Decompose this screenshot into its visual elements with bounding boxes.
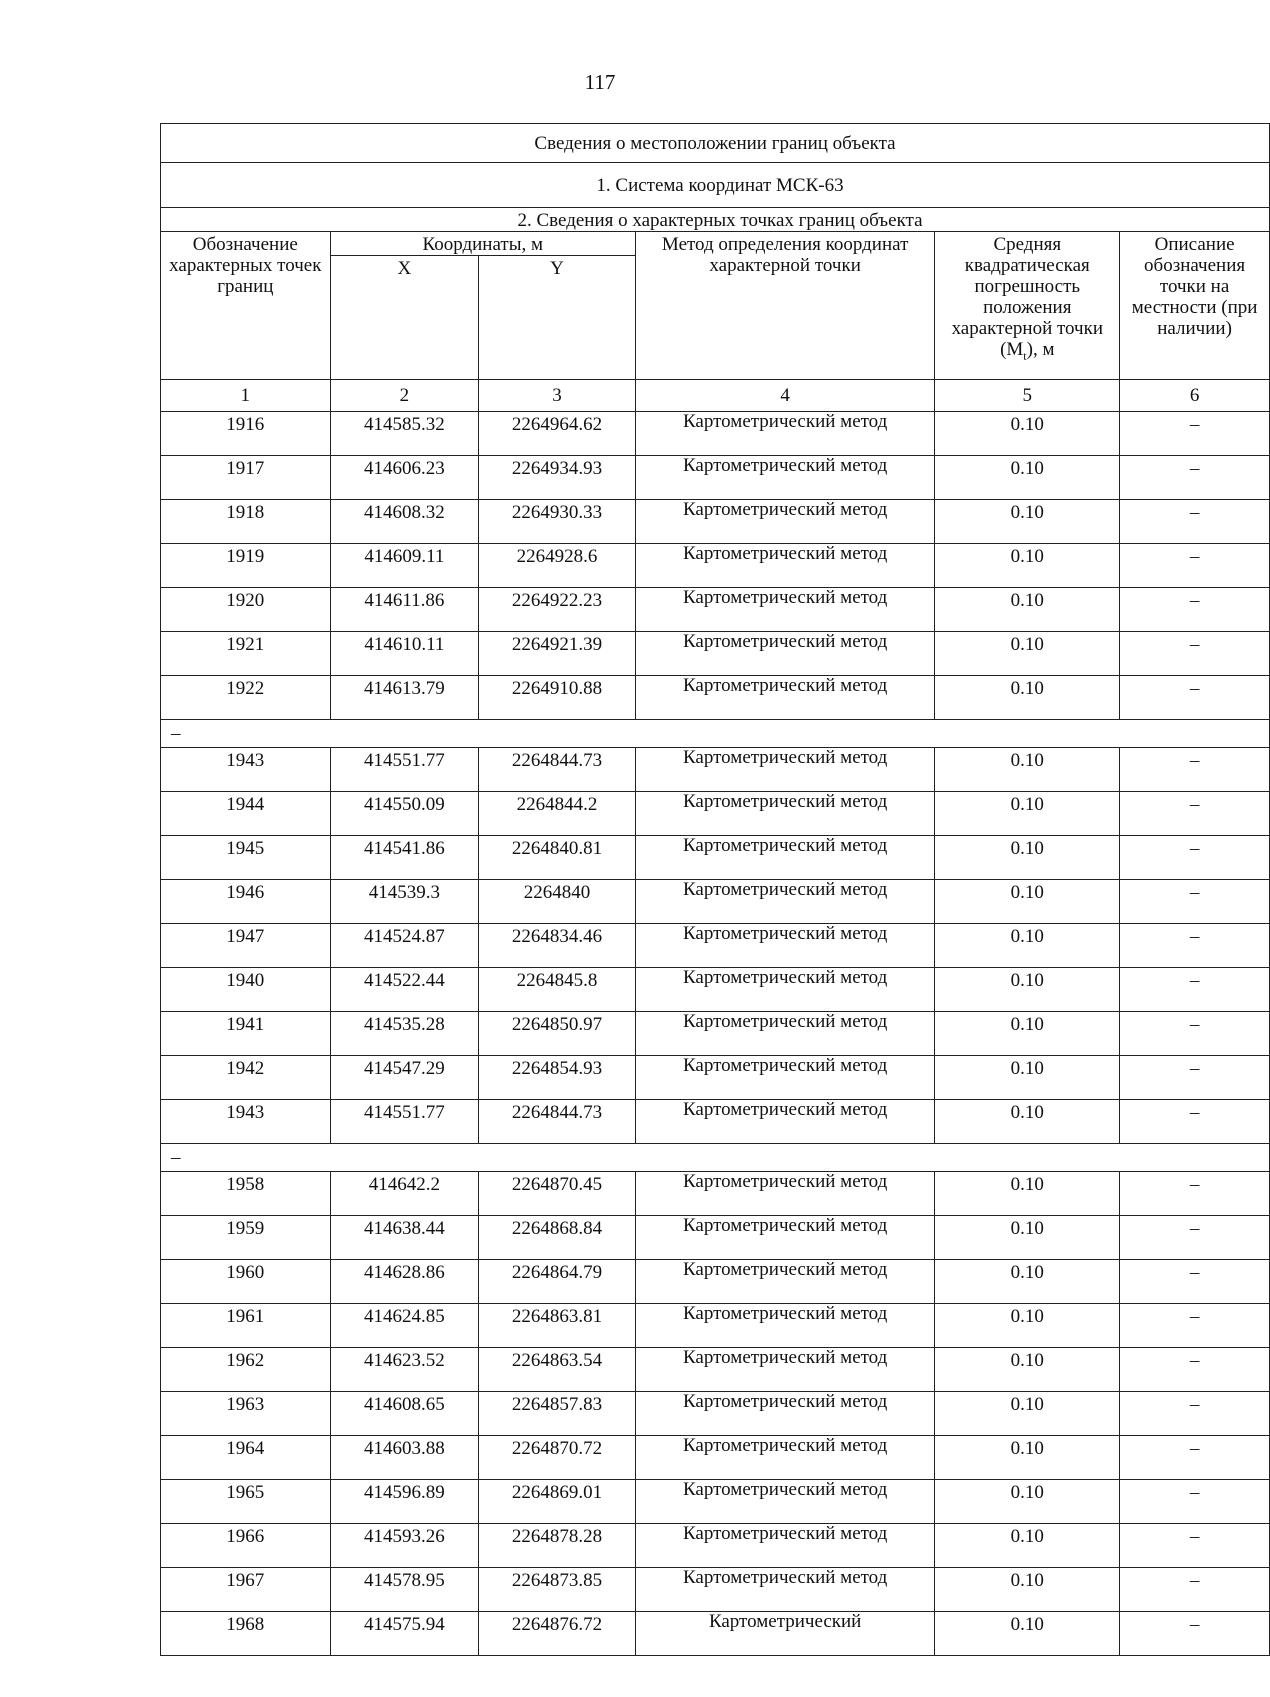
- y-coordinate-cell: 2264964.62: [479, 412, 636, 456]
- error-cell: 0.10: [935, 1216, 1120, 1260]
- method-cell: Картометрический метод: [635, 456, 934, 500]
- table-title: Сведения о местоположении границ объекта: [161, 124, 1270, 163]
- x-coordinate-cell: 414603.88: [330, 1436, 479, 1480]
- point-id-cell: 1917: [161, 456, 331, 500]
- x-coordinate-cell: 414551.77: [330, 748, 479, 792]
- header-error: Средняя квадратическая погрешность положения характерной точки $(M_t)$, м: [935, 232, 1120, 380]
- method-cell: Картометрический метод: [635, 632, 934, 676]
- y-coordinate-cell: 2264864.79: [479, 1260, 636, 1304]
- x-coordinate-cell: 414547.29: [330, 1056, 479, 1100]
- point-id-cell: 1959: [161, 1216, 331, 1260]
- table-row: [161, 748, 1270, 792]
- group-separator: –: [161, 720, 1270, 748]
- y-coordinate-cell: 2264869.01: [479, 1480, 636, 1524]
- table-row: [161, 676, 1270, 720]
- description-cell: –: [1120, 500, 1270, 544]
- y-coordinate-cell: 2264922.23: [479, 588, 636, 632]
- point-id-cell: 1965: [161, 1480, 331, 1524]
- x-coordinate-cell: 414613.79: [330, 676, 479, 720]
- x-coordinate-cell: 414608.32: [330, 500, 479, 544]
- table-row: [161, 836, 1270, 880]
- x-coordinate-cell: 414535.28: [330, 1012, 479, 1056]
- x-coordinate-cell: 414624.85: [330, 1304, 479, 1348]
- x-coordinate-cell: 414609.11: [330, 544, 479, 588]
- x-coordinate-cell: 414611.86: [330, 588, 479, 632]
- points-section-title: 2. Сведения о характерных точках границ объекта: [161, 208, 1270, 232]
- description-cell: –: [1120, 632, 1270, 676]
- x-coordinate-cell: 414550.09: [330, 792, 479, 836]
- x-coordinate-cell: 414642.2: [330, 1172, 479, 1216]
- description-cell: –: [1120, 748, 1270, 792]
- error-cell: 0.10: [935, 1392, 1120, 1436]
- table-row: [161, 1524, 1270, 1568]
- table-row: [161, 792, 1270, 836]
- error-cell: 0.10: [935, 836, 1120, 880]
- x-coordinate-cell: 414585.32: [330, 412, 479, 456]
- column-number: 6: [1120, 380, 1270, 412]
- y-coordinate-cell: 2264870.45: [479, 1172, 636, 1216]
- x-coordinate-cell: 414610.11: [330, 632, 479, 676]
- y-coordinate-cell: 2264876.72: [479, 1612, 636, 1656]
- method-cell: Картометрический метод: [635, 924, 934, 968]
- error-cell: 0.10: [935, 588, 1120, 632]
- description-cell: –: [1120, 792, 1270, 836]
- method-cell: Картометрический: [635, 1612, 934, 1656]
- x-coordinate-cell: 414522.44: [330, 968, 479, 1012]
- error-cell: 0.10: [935, 1568, 1120, 1612]
- error-cell: 0.10: [935, 500, 1120, 544]
- table-row: [161, 456, 1270, 500]
- method-cell: Картометрический метод: [635, 588, 934, 632]
- description-cell: –: [1120, 1392, 1270, 1436]
- description-cell: –: [1120, 676, 1270, 720]
- description-cell: –: [1120, 1100, 1270, 1144]
- point-id-cell: 1960: [161, 1260, 331, 1304]
- error-cell: 0.10: [935, 544, 1120, 588]
- table-row: [161, 412, 1270, 456]
- point-id-cell: 1946: [161, 880, 331, 924]
- error-cell: 0.10: [935, 412, 1120, 456]
- column-number: 1: [161, 380, 331, 412]
- method-cell: Картометрический метод: [635, 544, 934, 588]
- point-id-cell: 1966: [161, 1524, 331, 1568]
- y-coordinate-cell: 2264921.39: [479, 632, 636, 676]
- method-cell: Картометрический метод: [635, 1216, 934, 1260]
- point-id-cell: 1920: [161, 588, 331, 632]
- method-cell: Картометрический метод: [635, 1056, 934, 1100]
- method-cell: Картометрический метод: [635, 1348, 934, 1392]
- error-cell: 0.10: [935, 676, 1120, 720]
- description-cell: –: [1120, 1216, 1270, 1260]
- table-row: [161, 544, 1270, 588]
- table-row: [161, 1056, 1270, 1100]
- error-cell: 0.10: [935, 1056, 1120, 1100]
- point-id-cell: 1918: [161, 500, 331, 544]
- y-coordinate-cell: 2264873.85: [479, 1568, 636, 1612]
- error-cell: 0.10: [935, 632, 1120, 676]
- y-coordinate-cell: 2264910.88: [479, 676, 636, 720]
- point-id-cell: 1944: [161, 792, 331, 836]
- point-id-cell: 1967: [161, 1568, 331, 1612]
- table-row: [161, 1348, 1270, 1392]
- error-cell: 0.10: [935, 1348, 1120, 1392]
- y-coordinate-cell: 2264850.97: [479, 1012, 636, 1056]
- x-coordinate-cell: 414578.95: [330, 1568, 479, 1612]
- x-coordinate-cell: 414606.23: [330, 456, 479, 500]
- header-description: Описание обозначения точки на местности (при наличии): [1120, 232, 1270, 380]
- column-number: 2: [330, 380, 479, 412]
- table-row: [161, 924, 1270, 968]
- y-coordinate-cell: 2264844.2: [479, 792, 636, 836]
- table-row: [161, 880, 1270, 924]
- error-cell: 0.10: [935, 792, 1120, 836]
- method-cell: Картометрический метод: [635, 1524, 934, 1568]
- description-cell: –: [1120, 588, 1270, 632]
- description-cell: –: [1120, 1568, 1270, 1612]
- method-cell: Картометрический метод: [635, 792, 934, 836]
- table-row: [161, 1612, 1270, 1656]
- group-separator-row: [161, 720, 1270, 748]
- point-id-cell: 1945: [161, 836, 331, 880]
- description-cell: –: [1120, 1524, 1270, 1568]
- x-coordinate-cell: 414524.87: [330, 924, 479, 968]
- x-coordinate-cell: 414608.65: [330, 1392, 479, 1436]
- table-row: [161, 1172, 1270, 1216]
- error-cell: 0.10: [935, 1260, 1120, 1304]
- method-cell: Картометрический метод: [635, 748, 934, 792]
- description-cell: –: [1120, 1480, 1270, 1524]
- table-row: [161, 632, 1270, 676]
- error-cell: 0.10: [935, 1612, 1120, 1656]
- y-coordinate-cell: 2264928.6: [479, 544, 636, 588]
- method-cell: Картометрический метод: [635, 1172, 934, 1216]
- y-coordinate-cell: 2264844.73: [479, 1100, 636, 1144]
- point-id-cell: 1962: [161, 1348, 331, 1392]
- y-coordinate-cell: 2264934.93: [479, 456, 636, 500]
- error-cell: 0.10: [935, 1100, 1120, 1144]
- error-cell: 0.10: [935, 1524, 1120, 1568]
- coordinate-system: 1. Система координат МСК-63: [161, 163, 1270, 208]
- description-cell: –: [1120, 1348, 1270, 1392]
- group-separator-row: [161, 1144, 1270, 1172]
- point-id-cell: 1919: [161, 544, 331, 588]
- y-coordinate-cell: 2264857.83: [479, 1392, 636, 1436]
- method-cell: Картометрический метод: [635, 836, 934, 880]
- error-cell: 0.10: [935, 968, 1120, 1012]
- header-point: Обозначение характерных точек границ: [161, 232, 331, 380]
- header-y: Y: [479, 256, 636, 380]
- error-cell: 0.10: [935, 1172, 1120, 1216]
- description-cell: –: [1120, 924, 1270, 968]
- y-coordinate-cell: 2264863.54: [479, 1348, 636, 1392]
- point-id-cell: 1916: [161, 412, 331, 456]
- y-coordinate-cell: 2264845.8: [479, 968, 636, 1012]
- header-method: Метод определения координат характерной точки: [635, 232, 934, 380]
- method-cell: Картометрический метод: [635, 1392, 934, 1436]
- y-coordinate-cell: 2264840: [479, 880, 636, 924]
- table-row: [161, 1012, 1270, 1056]
- table-row: [161, 1568, 1270, 1612]
- method-cell: Картометрический метод: [635, 500, 934, 544]
- error-cell: 0.10: [935, 456, 1120, 500]
- table-row: [161, 588, 1270, 632]
- description-cell: –: [1120, 1172, 1270, 1216]
- method-cell: Картометрический метод: [635, 1100, 934, 1144]
- point-id-cell: 1947: [161, 924, 331, 968]
- error-cell: 0.10: [935, 1012, 1120, 1056]
- error-cell: 0.10: [935, 1480, 1120, 1524]
- point-id-cell: 1943: [161, 1100, 331, 1144]
- column-number: 4: [635, 380, 934, 412]
- description-cell: –: [1120, 412, 1270, 456]
- page-number: 117: [584, 70, 616, 94]
- header-x: X: [330, 256, 479, 380]
- point-id-cell: 1943: [161, 748, 331, 792]
- table-row: [161, 1216, 1270, 1260]
- point-id-cell: 1963: [161, 1392, 331, 1436]
- description-cell: –: [1120, 456, 1270, 500]
- y-coordinate-cell: 2264844.73: [479, 748, 636, 792]
- group-separator: –: [161, 1144, 1270, 1172]
- y-coordinate-cell: 2264863.81: [479, 1304, 636, 1348]
- table-row: [161, 1100, 1270, 1144]
- y-coordinate-cell: 2264840.81: [479, 836, 636, 880]
- point-id-cell: 1964: [161, 1436, 331, 1480]
- x-coordinate-cell: 414593.26: [330, 1524, 479, 1568]
- error-cell: 0.10: [935, 880, 1120, 924]
- method-cell: Картометрический метод: [635, 1568, 934, 1612]
- x-coordinate-cell: 414638.44: [330, 1216, 479, 1260]
- point-id-cell: 1968: [161, 1612, 331, 1656]
- description-cell: –: [1120, 968, 1270, 1012]
- method-cell: Картометрический метод: [635, 880, 934, 924]
- table-row: [161, 1304, 1270, 1348]
- method-cell: Картометрический метод: [635, 412, 934, 456]
- method-cell: Картометрический метод: [635, 968, 934, 1012]
- x-coordinate-cell: 414628.86: [330, 1260, 479, 1304]
- description-cell: –: [1120, 1304, 1270, 1348]
- error-cell: 0.10: [935, 748, 1120, 792]
- table-row: [161, 1392, 1270, 1436]
- x-coordinate-cell: 414575.94: [330, 1612, 479, 1656]
- table-row: [161, 1480, 1270, 1524]
- error-cell: 0.10: [935, 924, 1120, 968]
- x-coordinate-cell: 414623.52: [330, 1348, 479, 1392]
- method-cell: Картометрический метод: [635, 1436, 934, 1480]
- description-cell: –: [1120, 1612, 1270, 1656]
- method-cell: Картометрический метод: [635, 1304, 934, 1348]
- boundary-points-table: [160, 123, 1270, 1656]
- description-cell: –: [1120, 836, 1270, 880]
- error-cell: 0.10: [935, 1436, 1120, 1480]
- description-cell: –: [1120, 544, 1270, 588]
- x-coordinate-cell: 414541.86: [330, 836, 479, 880]
- x-coordinate-cell: 414596.89: [330, 1480, 479, 1524]
- point-id-cell: 1942: [161, 1056, 331, 1100]
- point-id-cell: 1940: [161, 968, 331, 1012]
- x-coordinate-cell: 414539.3: [330, 880, 479, 924]
- y-coordinate-cell: 2264834.46: [479, 924, 636, 968]
- description-cell: –: [1120, 1260, 1270, 1304]
- point-id-cell: 1958: [161, 1172, 331, 1216]
- y-coordinate-cell: 2264930.33: [479, 500, 636, 544]
- y-coordinate-cell: 2264878.28: [479, 1524, 636, 1568]
- header-coordinates: Координаты, м: [330, 232, 635, 256]
- point-id-cell: 1961: [161, 1304, 331, 1348]
- y-coordinate-cell: 2264854.93: [479, 1056, 636, 1100]
- table-row: [161, 500, 1270, 544]
- point-id-cell: 1922: [161, 676, 331, 720]
- description-cell: –: [1120, 1012, 1270, 1056]
- method-cell: Картометрический метод: [635, 1012, 934, 1056]
- method-cell: Картометрический метод: [635, 1260, 934, 1304]
- table-row: [161, 1260, 1270, 1304]
- error-cell: 0.10: [935, 1304, 1120, 1348]
- description-cell: –: [1120, 1436, 1270, 1480]
- method-cell: Картометрический метод: [635, 676, 934, 720]
- point-id-cell: 1941: [161, 1012, 331, 1056]
- y-coordinate-cell: 2264868.84: [479, 1216, 636, 1260]
- y-coordinate-cell: 2264870.72: [479, 1436, 636, 1480]
- point-id-cell: 1921: [161, 632, 331, 676]
- table-row: [161, 968, 1270, 1012]
- method-cell: Картометрический метод: [635, 1480, 934, 1524]
- column-number: 3: [479, 380, 636, 412]
- column-number: 5: [935, 380, 1120, 412]
- description-cell: –: [1120, 880, 1270, 924]
- table-row: [161, 1436, 1270, 1480]
- description-cell: –: [1120, 1056, 1270, 1100]
- x-coordinate-cell: 414551.77: [330, 1100, 479, 1144]
